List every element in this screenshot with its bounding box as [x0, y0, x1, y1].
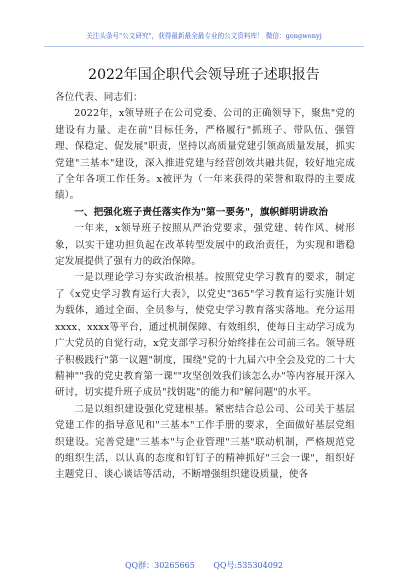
footer-qq: QQ号:535304092 [213, 561, 283, 570]
paragraph: 二是以组织建设强化党建根基。紧密结合总公司、公司关于基层党建工作的指导意见和"三基本"工作手册的要求，全面做好基层党组织建设。完善党建"三基本"与企业管理"三基"联动机制，严格规范党的组织生活，以认真的态度和钉钉子的精神抓好"三会一课"，组织好主题党日、谈心谈话等活动，不断增强组织建设质量，使各 [55, 403, 355, 481]
paragraph-intro: 2022年，x领导班子在公司党委、公司的正确领导下，聚焦"党的建设有力量、走在前"目标任务，严格履行"抓班子、带队伍、强管理、保稳定、促发展"职责，坚持以高质量党建引领高质量发展，抓实党建"三基本"建设，深入推进党建与经营创效共融共促，较好地完成了全年各项工作任务。x被评为（一年来获得的荣誉和取得的主要成绩）。 [55, 108, 355, 202]
paragraph: 一是以理论学习夯实政治根基。按照党史学习教育的要求，制定了《x党史学习教育运行大表》，以党史"365"学习教育运行实施计划为载体，通过全面、全员参与，使党史学习教育落实落地。充分运用xxxx、xxxx等平台，通过机制保障、有效组织，使每日主动学习成为广大党员的自觉行动，x党支部学习积分始终排在公司前三名。领导班子积极践行"第一议题"制度，围绕"党的十九届六中全会及党的二十大精神""我的党史教育第一课""攻坚创效我们该怎么办"等内容展开深入研讨，切实提升班子成员"找钥匙"的能力和"解问题"的水平。 [55, 272, 355, 399]
section-heading: 一、把强化班子责任落实作为"第一要务"，旗帜鲜明讲政治 [74, 206, 329, 218]
document-body [55, 90, 355, 484]
document-title: 2022年国企职代会领导班子述职报告 [88, 67, 320, 83]
header-banner: 关注头条号"公文研究"，获得最新最全最专业的公文资料库！ 微信：gongwenyj [86, 32, 322, 40]
greeting: 各位代表、同志们： [55, 92, 143, 103]
footer-qq-group: QQ群：30265665 [124, 561, 195, 570]
paragraph: 一年来，x领导班子按照从严治党要求，强党建、转作风、树形象，以实干建功担负起在改革转型发展中的政治责任，为实现和谐稳定发展提供了强有力的政治保障。 [55, 223, 355, 268]
page-footer [0, 560, 408, 571]
header-divider [44, 46, 364, 47]
